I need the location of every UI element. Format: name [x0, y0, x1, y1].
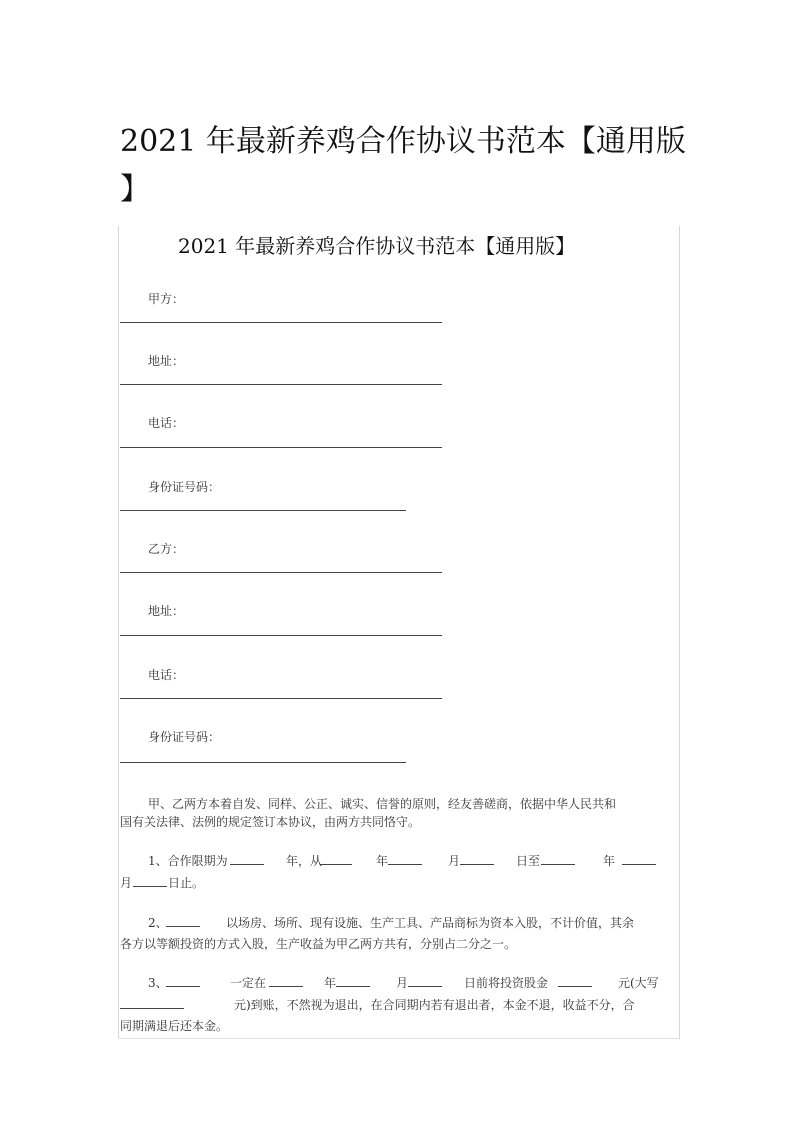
- clause-1-prefix: 1、合作限期为: [148, 854, 228, 868]
- clause-3-year-blank[interactable]: [269, 986, 303, 987]
- party-a-phone-label: 电话：: [148, 416, 185, 430]
- clause-3-amount-blank[interactable]: [558, 986, 592, 987]
- party-b-blank-line[interactable]: [120, 572, 442, 573]
- party-b-phone-label: 电话：: [148, 668, 185, 682]
- clause-2-line-2: 各方以等额投资的方式入股，生产收益为甲乙两方共有，分别占二分之一。: [120, 937, 517, 951]
- clause-1-years-blank[interactable]: [230, 864, 264, 865]
- clause-2-prefix: 2、: [148, 916, 168, 930]
- party-a-blank-line[interactable]: [120, 322, 442, 323]
- party-b-id-label: 身份证号码：: [148, 730, 221, 744]
- party-a-id-blank-line[interactable]: [120, 510, 406, 511]
- clause-3-yuan-text: 元(大写: [618, 976, 659, 990]
- clause-3-month-text: 月: [396, 976, 409, 990]
- clause-3-year-text: 年: [324, 976, 337, 990]
- clause-1-start-month-blank[interactable]: [388, 864, 422, 865]
- preamble-line-2: 国有关法律、法例的规定签订本协议，由两方共同恪守。: [120, 815, 421, 829]
- clause-3-before-text: 一定在: [230, 976, 267, 990]
- party-b-phone-blank-line[interactable]: [120, 698, 442, 699]
- clause-2-line-1: 以场房、场所、现有设施、生产工具、产品商标为资本入股，不计价值，其余: [226, 916, 635, 930]
- clause-3-party-blank[interactable]: [166, 986, 200, 987]
- party-a-address-label: 地址：: [148, 354, 185, 368]
- party-b-id-blank-line[interactable]: [120, 762, 406, 763]
- party-b-label: 乙方：: [148, 542, 185, 556]
- clause-3-prefix: 3、: [148, 976, 168, 990]
- clause-1-year-text: 年: [376, 854, 389, 868]
- party-b-address-label: 地址：: [148, 604, 185, 618]
- clause-1-end-year-blank[interactable]: [622, 864, 656, 865]
- contract-title: 2021 年最新养鸡合作协议书范本【通用版】: [178, 234, 576, 258]
- clause-3-day-blank[interactable]: [408, 986, 442, 987]
- document-title: [120, 118, 700, 214]
- clause-1-month2-text: 月: [120, 876, 133, 890]
- party-a-phone-blank-line[interactable]: [120, 447, 442, 448]
- clause-2-party-blank[interactable]: [166, 926, 200, 927]
- party-a-id-label: 身份证号码：: [148, 480, 221, 494]
- clause-1-end-year-prefix-blank[interactable]: [541, 864, 575, 865]
- document-title-line1: 2021 年最新养鸡合作协议书范本【通用版: [120, 124, 686, 159]
- clause-1-month-text: 月: [448, 854, 461, 868]
- party-b-address-blank-line[interactable]: [120, 635, 442, 636]
- clause-1-day-end-text: 日止。: [168, 876, 205, 890]
- clause-3-day-text: 日前将投资股金: [464, 976, 549, 990]
- clause-1-end-month-blank[interactable]: [133, 886, 167, 887]
- document-title-line2: 】: [120, 172, 150, 207]
- party-a-address-blank-line[interactable]: [120, 384, 442, 385]
- clause-1-year-from-text: 年，从: [286, 854, 323, 868]
- clause-1-start-day-blank[interactable]: [460, 864, 494, 865]
- clause-1-day-to-text: 日至: [516, 854, 541, 868]
- clause-1-year2-text: 年: [603, 854, 616, 868]
- preamble-line-1: 甲、乙两方本着自发、同样、公正、诚实、信誉的原则，经友善磋商，依据中华人民共和: [148, 797, 617, 811]
- clause-3-month-blank[interactable]: [336, 986, 370, 987]
- clause-3-line-3: 同期满退后还本金。: [120, 1019, 229, 1033]
- clause-1-start-year-blank[interactable]: [320, 864, 352, 865]
- clause-3-line-2: 元)到账，不然视为退出，在合同期内若有退出者，本金不退，收益不分，合: [234, 998, 635, 1012]
- party-a-label: 甲方：: [148, 292, 185, 306]
- clause-3-amount-words-blank[interactable]: [120, 1008, 184, 1009]
